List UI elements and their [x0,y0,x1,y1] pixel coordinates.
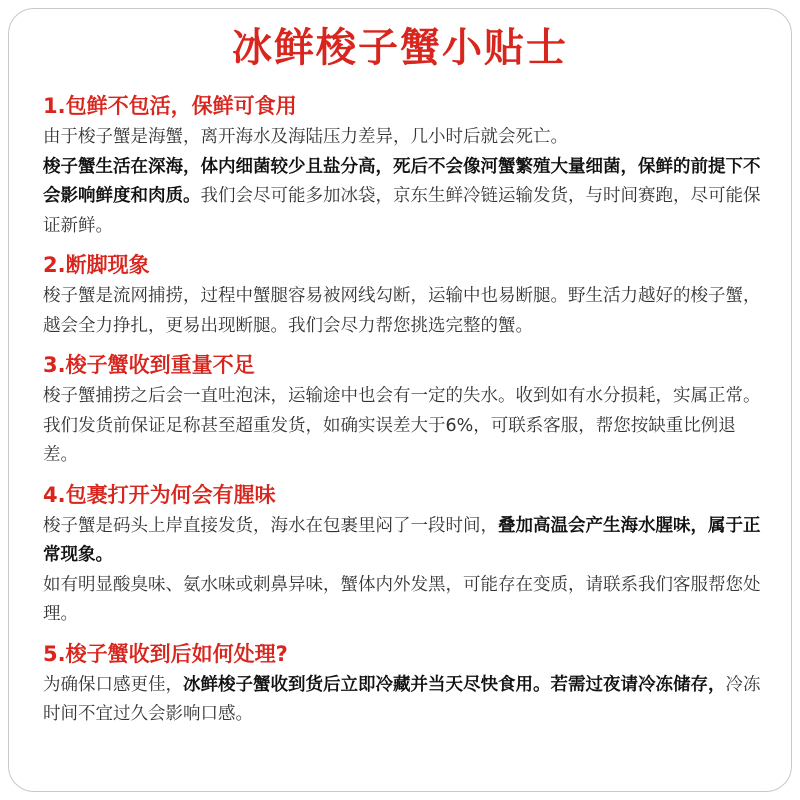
tip-body-1b [43,153,767,242]
tip-text: 梭子蟹是流网捕捞，过程中蟹腿容易被网线勾断，运输中也易断腿。野生活力越好的梭子蟹，越会全力挣扎，更易出现断腿。我们会尽力帮您挑选完整的蟹。 [43,286,761,336]
tip-bold-text: 梭子蟹生活在深海，体内细菌较少且盐分高，死后不会像河蟹繁殖大量细菌，保鲜的前提下不会影响鲜度和肉质。 [43,156,761,206]
tip-text: 我们会尽可能多加冰袋，京东生鲜冷链运输发货，与时间赛跑，尽可能保证新鲜。 [43,186,761,236]
tip-text: 由于梭子蟹是海蟹，离开海水及海陆压力差异，几小时后就会死亡。 [43,127,568,147]
tip-heading-3: 3.梭子蟹收到重量不足 [43,353,255,377]
tip-heading-4: 4.包裹打开为何会有腥味 [43,482,276,507]
tip-body-1a [43,123,767,153]
tip-text: 梭子蟹捕捞之后会一直吐泡沫，运输途中也会有一定的失水。收到如有水分损耗，实属正常。我们发货前保证足称甚至超重发货，如确实误差大于6%，可联系客服，帮您按缺重比例退差。 [43,386,761,465]
tip-heading-5: 5.梭子蟹收到后如何处理? [43,641,288,666]
tip-bold-text: 冰鲜梭子蟹收到货后立即冷藏并当天尽快食用。若需过夜请冷冻储存， [183,674,726,695]
tip-heading-1: 1.包鲜不包活，保鲜可食用 [43,94,297,118]
tip-body-5 [43,671,767,730]
tips-content [43,90,767,730]
tip-bold-text: 叠加高温会产生海水腥味，属于正常现象。 [43,515,761,565]
tip-section-3 [43,349,767,471]
tip-section-1 [43,90,767,241]
tip-heading-2: 2.断脚现象 [43,253,150,277]
tip-body-4a [43,512,767,571]
tip-body-4b [43,571,767,630]
tip-section-4 [43,479,767,630]
page-title: 冰鲜梭子蟹小贴士 [232,25,568,71]
tip-body-2 [43,282,767,341]
tip-section-2 [43,249,767,341]
tip-text: 梭子蟹是码头上岸直接发货，海水在包裹里闷了一段时间， [43,515,498,536]
tip-body-3 [43,382,767,471]
tip-text: 冷冻时间不宜过久会影响口感。 [43,674,761,724]
tip-text: 为确保口感更佳， [43,674,183,695]
tip-section-5 [43,638,767,730]
tip-text: 如有明显酸臭味、氨水味或刺鼻异味，蟹体内外发黑，可能存在变质，请联系我们客服帮您处理。 [43,574,761,624]
